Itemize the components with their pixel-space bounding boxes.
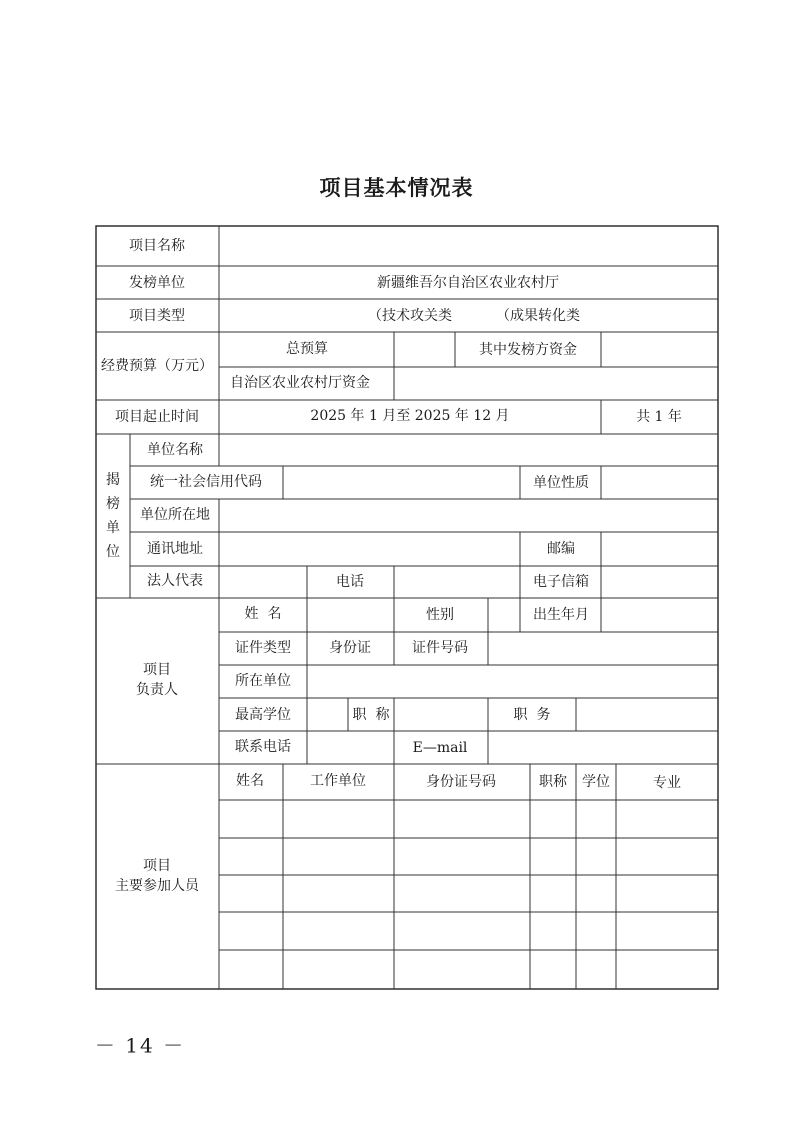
table-row[interactable] (220, 801, 717, 837)
type-option-transfer[interactable]: （成果转化类 (496, 308, 580, 324)
table-row[interactable] (220, 839, 717, 874)
budget-label: 经费预算（万元） (101, 358, 213, 374)
leader-email-label: E—mail (412, 740, 468, 756)
period-value: 2025 年 1 月至 2025 年 12 月 (310, 408, 510, 424)
id-number-label: 证件号码 (412, 640, 468, 656)
unit-name-label: 单位名称 (147, 442, 203, 458)
issuer-value: 新疆维吾尔自治区农业农村厅 (377, 275, 559, 291)
id-type-label: 证件类型 (235, 640, 291, 656)
dept-funds-label: 自治区农业农村厅资金 (230, 375, 370, 391)
gender-label: 性别 (426, 607, 454, 623)
members-col-degree: 学位 (582, 774, 610, 790)
issuer-label: 发榜单位 (129, 275, 185, 291)
members-col-title: 职称 (539, 774, 567, 790)
project-name-label: 项目名称 (129, 238, 185, 254)
members-col-workplace: 工作单位 (310, 773, 366, 789)
unit-nature-label: 单位性质 (533, 475, 589, 491)
id-type-value: 身份证 (329, 640, 371, 656)
legal-rep-label: 法人代表 (147, 573, 203, 589)
table-row[interactable] (220, 951, 717, 988)
form-title: 项目基本情况表 (319, 176, 474, 200)
applicant-email-label: 电子信箱 (533, 574, 589, 590)
applicant-phone-label: 电话 (336, 574, 364, 590)
leader-section-label: 项目 负责人 (136, 662, 178, 698)
degree-label: 最高学位 (235, 707, 291, 723)
project-type-label: 项目类型 (129, 308, 185, 324)
total-budget-label: 总预算 (286, 341, 328, 357)
members-section-label: 项目 主要参加人员 (115, 858, 199, 894)
postcode-label: 邮编 (547, 541, 575, 557)
credit-code-label: 统一社会信用代码 (150, 474, 262, 490)
leader-name-label: 姓 名 (244, 606, 282, 622)
members-col-name: 姓名 (236, 773, 264, 789)
members-col-major: 专业 (653, 775, 681, 791)
table-row[interactable] (220, 876, 717, 911)
position-label: 职 务 (513, 707, 551, 723)
applicant-section-label: 揭榜单位 (106, 472, 120, 560)
period-total: 共 1 年 (636, 409, 682, 425)
address-label: 通讯地址 (147, 541, 203, 557)
type-option-tech[interactable]: （技术攻关类 (368, 308, 452, 324)
page-number: － 14 － (94, 1033, 186, 1058)
contact-phone-label: 联系电话 (235, 739, 291, 755)
location-label: 单位所在地 (140, 507, 210, 523)
members-col-id: 身份证号码 (426, 774, 496, 790)
project-name-field[interactable] (220, 227, 717, 265)
period-label: 项目起止时间 (115, 409, 199, 425)
leader-title-label: 职 称 (352, 707, 390, 723)
table-row[interactable] (220, 913, 717, 949)
issuer-funds-label: 其中发榜方资金 (479, 342, 577, 358)
affiliation-label: 所在单位 (235, 673, 291, 689)
birth-label: 出生年月 (533, 607, 589, 623)
